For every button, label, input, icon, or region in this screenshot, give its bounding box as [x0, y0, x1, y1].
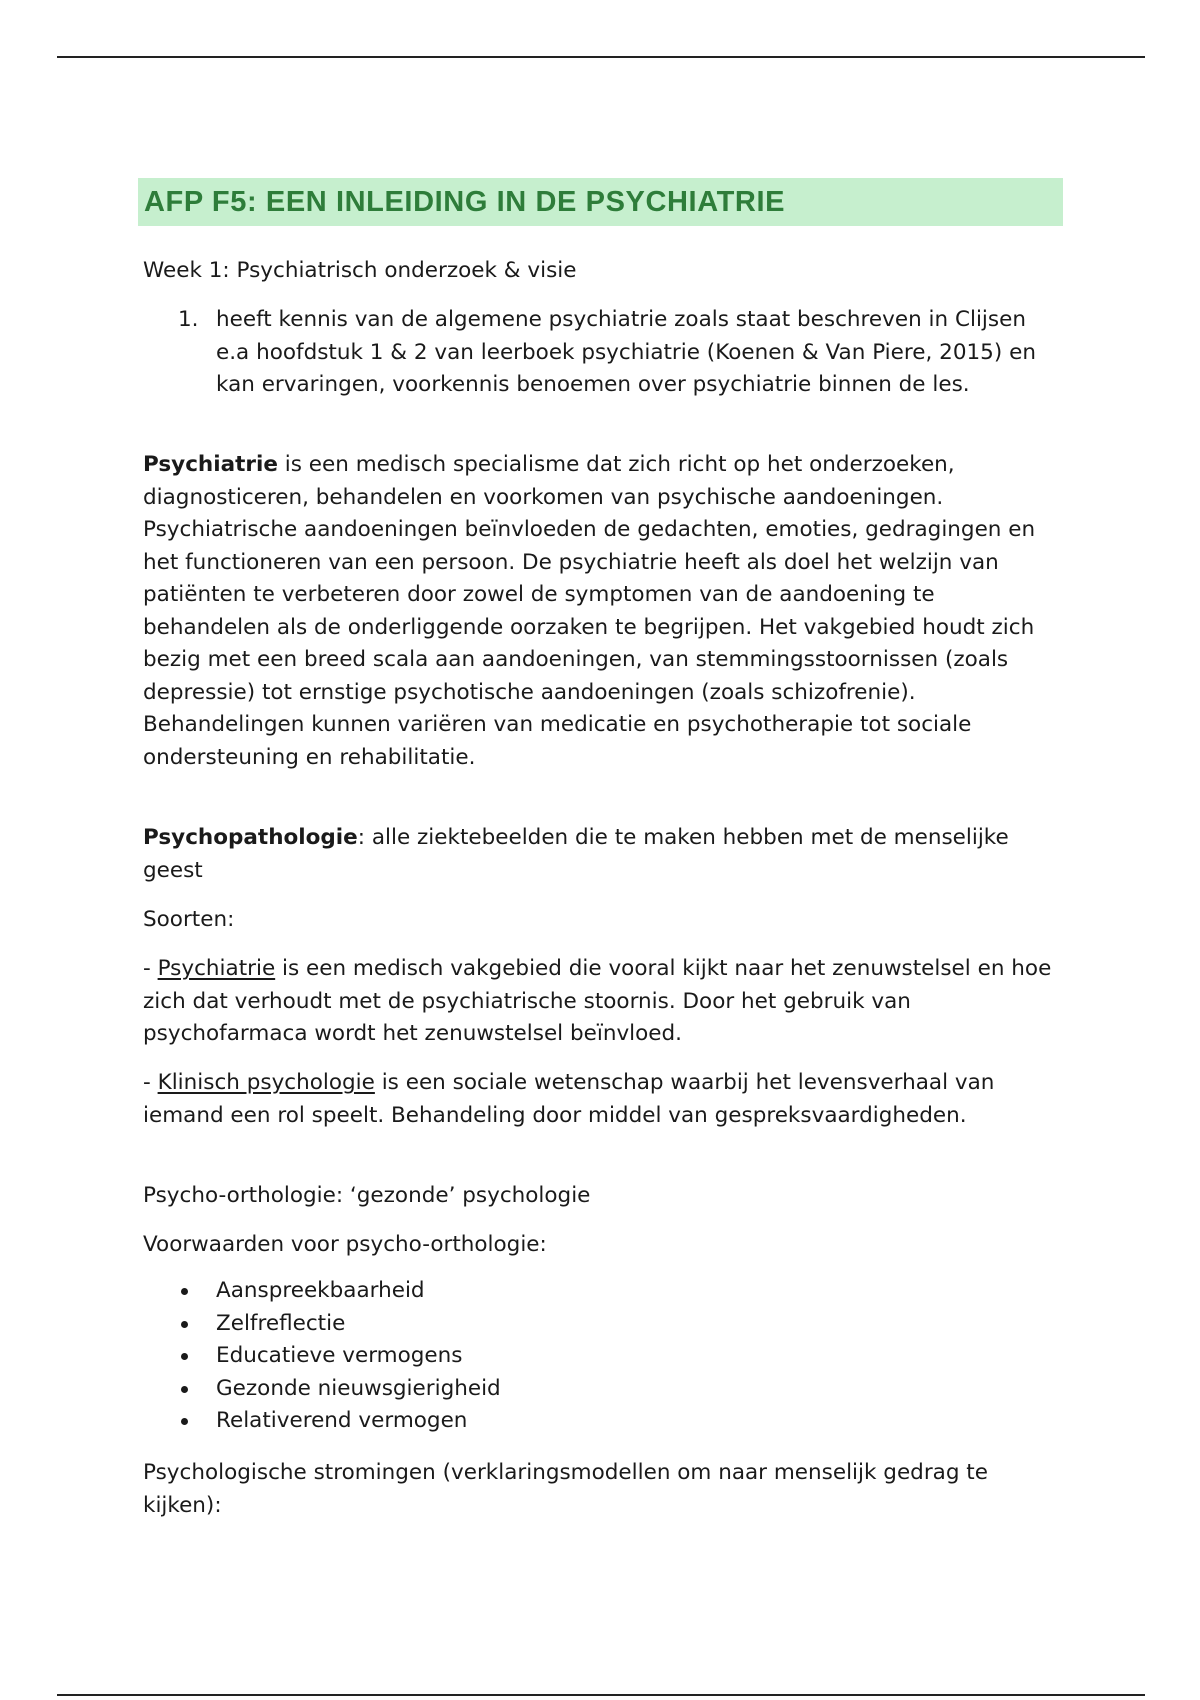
list-item-text: Educatieve vermogens — [216, 1343, 463, 1369]
top-rule — [57, 56, 1145, 58]
objective-text: heeft kennis van de algemene psychiatrie zoals staat beschreven in Clijsen e.a hoofdstuk 1 & 2 van leerboek psychiatrie (Koenen & Van Piere, 2015) en kan ervaringen, voorkennis benoemen over psychiatrie binnen de les. — [216, 307, 1036, 397]
psychopathologie-term: Psychopathologie — [143, 825, 358, 850]
soort-psychiatrie-text: is een medisch vakgebied die vooral kijkt naar het zenuwstelsel en hoe zich dat verhoudt met de psychiatrische stoornis. Door het gebruik van psychofarmaca wordt het zenuwstelsel beïnvloed. — [143, 956, 1052, 1046]
bullet-icon — [181, 1418, 188, 1425]
list-item — [143, 1275, 743, 1308]
psychiatrie-term: Psychiatrie — [143, 452, 278, 477]
list-item — [143, 1405, 743, 1438]
soorten-label: Soorten: — [143, 907, 235, 932]
soort-psychiatrie-term: Psychiatrie — [157, 956, 276, 981]
list-item-text: Gezonde nieuwsgierigheid — [216, 1375, 501, 1401]
psychopathologie-definition — [143, 822, 1063, 887]
soort-dash: - — [143, 956, 158, 981]
psychiatrie-text: is een medisch specialisme dat zich richt op het onderzoeken, diagnosticeren, behandelen en voorkomen van psychische aandoeningen. Psychiatrische aandoeningen beïnvloeden de gedachten, emoties, gedragingen en het functioneren van een persoon. De psychiatrie heeft als doel het welzijn van patiënten te verbeteren door zowel de symptomen van de aandoening te behandelen als de onderliggende oorzaken te begrijpen. Het vakgebied houdt zich bezig met een breed scala aan aandoeningen, van stemmingsstoornissen (zoals depressie) tot ernstige psychotische aandoeningen (zoals schizofrenie). Behandelingen kunnen variëren van medicatie en psychotherapie tot sociale ondersteuning en rehabilitatie. — [143, 452, 1036, 770]
stromingen-line: Psychologische stromingen (verklaringsmodellen om naar menselijk gedrag te kijken): — [143, 1460, 988, 1518]
bottom-rule — [57, 1694, 1145, 1696]
bullet-icon — [181, 1321, 188, 1328]
soort-klinisch — [143, 1067, 1063, 1132]
list-item-text: Zelfreflectie — [216, 1310, 346, 1336]
soort-klinisch-term: Klinisch psychologie — [157, 1070, 375, 1095]
soort-dash: - — [143, 1070, 158, 1095]
bullet-icon — [181, 1386, 188, 1393]
soort-psychiatrie — [143, 953, 1063, 1051]
list-item-text: Relativerend vermogen — [216, 1408, 468, 1434]
list-item — [143, 1373, 743, 1406]
voorwaarden-label: Voorwaarden voor psycho-orthologie: — [143, 1232, 547, 1257]
soort-klinisch-text: is een sociale wetenschap waarbij het levensverhaal van iemand een rol speelt. Behandeling door middel van gespreksvaardigheden. — [143, 1070, 995, 1128]
psychiatrie-definition — [143, 449, 1063, 774]
bullet-icon — [181, 1353, 188, 1360]
orthologie-line: Psycho-orthologie: ‘gezonde’ psychologie — [143, 1183, 591, 1208]
list-item-text: Aanspreekbaarheid — [216, 1278, 425, 1303]
list-item — [143, 1308, 743, 1341]
voorwaarden-list — [143, 1275, 743, 1438]
objective-number: 1. — [178, 307, 199, 332]
week-heading: Week 1: Psychiatrisch onderzoek & visie — [143, 258, 577, 283]
bullet-icon — [181, 1288, 188, 1295]
page-title: AFP F5: EEN INLEIDING IN DE PSYCHIATRIE — [144, 186, 786, 218]
list-item — [143, 1340, 743, 1373]
psychopathologie-text: : alle ziektebeelden die te maken hebben met de menselijke geest — [143, 825, 1009, 883]
